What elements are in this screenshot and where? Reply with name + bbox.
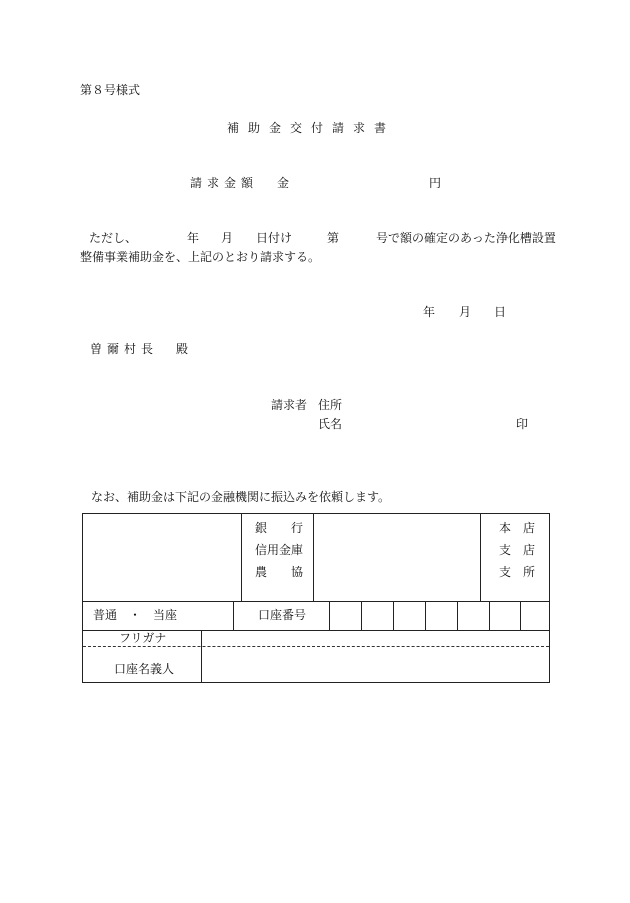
branch-head: 本 店 xyxy=(499,521,536,535)
divider xyxy=(329,601,330,630)
bank-note: なお、補助金は下記の金融機関に振込みを依頼します。 xyxy=(91,490,391,504)
branch-office: 支 所 xyxy=(499,565,536,579)
seal-mark: 印 xyxy=(516,417,529,431)
form-number: 第８号様式 xyxy=(80,83,141,97)
name-label: 氏名 xyxy=(318,417,343,431)
body-but: ただし、 xyxy=(89,231,138,245)
requester-label: 請求者 xyxy=(271,398,308,412)
divider xyxy=(393,601,394,630)
institution-bank: 銀 行 xyxy=(255,521,304,535)
amount-label: 請求金額 xyxy=(190,176,259,190)
divider xyxy=(313,514,314,601)
account-holder-label: 口座名義人 xyxy=(114,662,175,676)
bank-table xyxy=(82,513,550,683)
amount-prefix: 金 xyxy=(277,176,290,190)
date-year: 年 xyxy=(423,305,436,319)
institution-credit-union: 信用金庫 xyxy=(255,543,304,557)
date-day: 日 xyxy=(494,305,507,319)
branch-branch: 支 店 xyxy=(499,543,536,557)
account-number-label: 口座番号 xyxy=(258,608,307,622)
body-date-suffix: 日付け xyxy=(256,231,293,245)
divider xyxy=(241,514,242,601)
body-line-2: 整備事業補助金を、上記のとおり請求する。 xyxy=(80,250,321,264)
addressee-name: 曽爾村長 xyxy=(90,342,159,356)
divider xyxy=(457,601,458,630)
divider xyxy=(83,601,549,602)
document-title: 補助金交付請求書 xyxy=(227,121,396,135)
amount-unit: 円 xyxy=(429,176,442,190)
divider xyxy=(480,514,481,601)
body-month: 月 xyxy=(221,231,234,245)
divider xyxy=(520,601,521,630)
divider xyxy=(233,601,234,630)
divider xyxy=(361,601,362,630)
account-type: 普通 ・ 当座 xyxy=(93,608,178,622)
body-year: 年 xyxy=(187,231,200,245)
address-label: 住所 xyxy=(318,398,343,412)
addressee-honorific: 殿 xyxy=(176,342,189,356)
institution-agri-coop: 農 協 xyxy=(255,565,304,579)
body-number-suffix: 号で額の確定のあった浄化槽設置 xyxy=(376,231,556,245)
furigana-label: フリガナ xyxy=(119,631,167,645)
divider xyxy=(489,601,490,630)
date-month: 月 xyxy=(459,305,472,319)
divider xyxy=(425,601,426,630)
divider xyxy=(201,630,202,683)
body-number-prefix: 第 xyxy=(327,231,340,245)
furigana-divider xyxy=(83,646,549,647)
